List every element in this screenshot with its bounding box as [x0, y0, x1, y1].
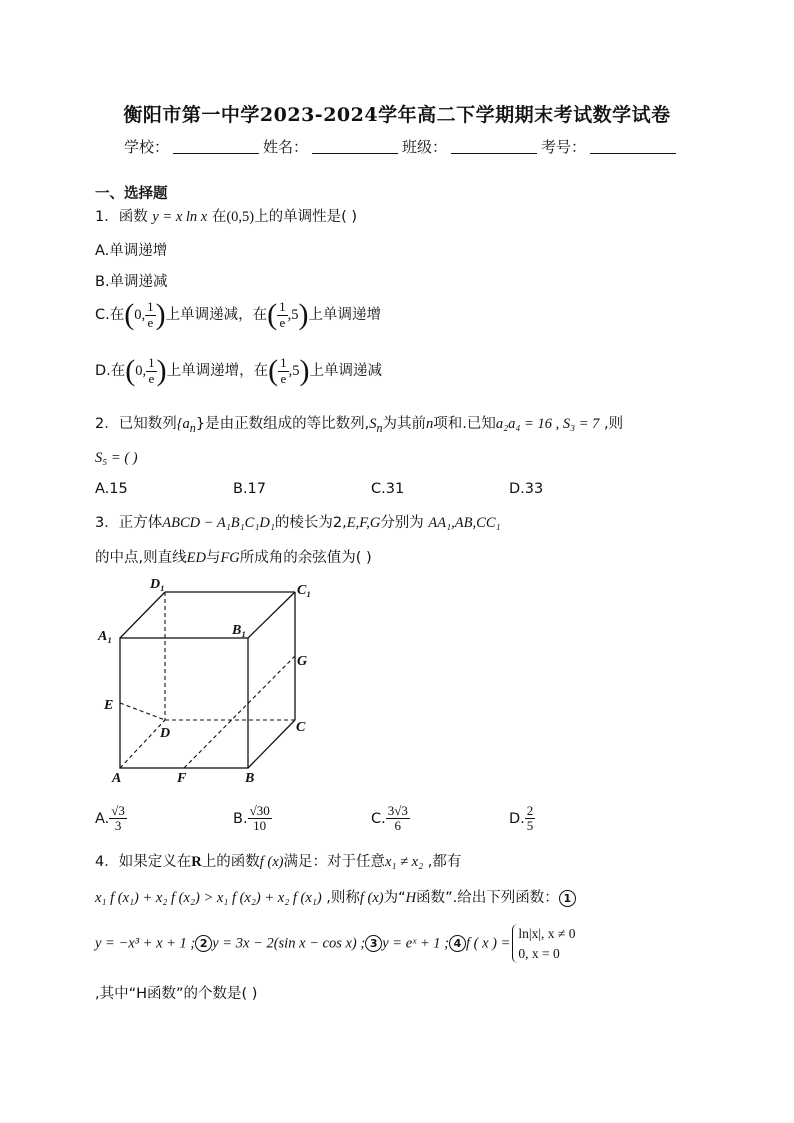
- frac-num: 1: [279, 299, 286, 315]
- edge-b1c1: [248, 592, 295, 638]
- q4-text2: 上的函数: [201, 854, 260, 870]
- q3-text1: 正方体: [118, 515, 163, 531]
- segment-fg: [184, 656, 295, 768]
- q1-option-d: D.在(0, $\frac{1}{e}$ )上单调递增，在( $\frac{1}{e}$ ,5)上单调递减: [95, 354, 383, 387]
- q1-text-suffix: 上的单调性是( ): [254, 209, 358, 225]
- label-b: B: [245, 771, 255, 786]
- q1-c-end: 上单调递增: [308, 307, 381, 323]
- q4-f1: y = −x³ + x + 1 ;: [95, 935, 196, 952]
- opt-c-frac: [386, 804, 410, 834]
- opt-a-num: √3: [111, 803, 125, 818]
- frac-den: e: [280, 370, 287, 386]
- q1-number: 1．: [95, 209, 119, 225]
- segment-ed: [120, 703, 165, 720]
- opt-d-num: 2: [526, 803, 534, 818]
- q2-number: 2．: [95, 416, 119, 432]
- circle-2: 2: [195, 935, 212, 952]
- q4-text7: 函数”.给出下列函数：: [416, 890, 559, 906]
- q1-c-interval2-right: ,5: [287, 307, 299, 323]
- edge-ad-hidden: [120, 720, 165, 768]
- q1-c-label: C.在: [95, 307, 125, 323]
- q2-text3: 为其前: [382, 416, 426, 432]
- q4-last-line: ,其中“H函数”的个数是( ): [95, 986, 258, 1002]
- sn-sub: n: [376, 420, 383, 435]
- label-d1: D₁: [150, 577, 165, 592]
- q1-interval: (0,5): [226, 209, 255, 225]
- q3-fg: FG: [220, 550, 240, 566]
- q1-d-mid: 上单调递增，在: [166, 363, 269, 379]
- edge-bc: [248, 720, 295, 768]
- q4-text5: ,则称: [321, 890, 360, 906]
- circle-3: 3: [365, 935, 382, 952]
- frac-num: 1: [148, 355, 155, 371]
- opt-b-frac: [248, 804, 272, 834]
- q3-number: 3．: [95, 515, 119, 531]
- q3-cube: ABCD − A₁B₁C₁D₁: [162, 515, 275, 531]
- seq-sub: n: [189, 420, 196, 435]
- cases: [512, 924, 575, 963]
- frac-num: 1: [280, 355, 287, 371]
- q4-f4-lhs: f ( x ) =: [465, 935, 511, 952]
- q3-option-d: [509, 804, 535, 834]
- circle-1: 1: [559, 890, 576, 907]
- q3-points: E,F,G: [346, 515, 381, 531]
- frac-den: e: [148, 370, 155, 386]
- opt-c-den: 6: [394, 818, 402, 834]
- opt-b-num: √30: [249, 803, 270, 818]
- q4-f4-cases: [510, 924, 575, 963]
- cube-front-face: [120, 638, 248, 768]
- q2-option-a: A.15: [95, 481, 128, 497]
- q4-text3: 满足：对于任意: [283, 854, 385, 870]
- opt-d-label: D.: [509, 810, 525, 827]
- opt-d-den: 5: [526, 818, 534, 834]
- q1-text-prefix: 函数: [118, 209, 148, 225]
- q4-f3: y = eˣ + 1 ;: [382, 935, 449, 952]
- q2-text4: 项和.已知: [433, 416, 496, 432]
- exam-number-label: 考号：: [541, 138, 587, 156]
- q2-condition: a₂a₄ = 16 , S₃ = 7: [495, 416, 600, 432]
- section-title: 一、选择题: [95, 186, 168, 202]
- q4-text1: 如果定义在: [118, 854, 192, 870]
- circle-4: 4: [449, 935, 466, 952]
- label-b1: B₁: [232, 623, 247, 638]
- q4-r: R: [191, 854, 202, 870]
- q1-d-end: 上单调递减: [309, 363, 383, 379]
- school-label: 学校：: [124, 138, 170, 156]
- q1-c-interval1-left: 0,: [134, 307, 146, 323]
- q4-condition: x₁ ≠ x₂: [384, 854, 424, 870]
- label-a1: A₁: [98, 629, 113, 644]
- q4-inequality: x₁ f (x₁) + x₂ f (x₂) > x₁ f (x₂) + x₂ f (x₁): [95, 890, 322, 906]
- opt-b-label: B.: [233, 810, 248, 827]
- label-c1: C₁: [297, 583, 312, 598]
- frac-den: e: [279, 314, 286, 330]
- q1-d-interval2-right: ,5: [288, 363, 300, 379]
- q1-option-a: A.单调递增: [95, 243, 168, 259]
- opt-b-den: 10: [253, 818, 267, 834]
- q4-text4: ,都有: [423, 854, 462, 870]
- q2-option-c: C.31: [371, 481, 405, 497]
- frac-den: e: [147, 314, 154, 330]
- q3-option-b: [233, 804, 272, 834]
- q4-h: H: [405, 890, 417, 906]
- q3-options: [95, 800, 715, 840]
- q4-fx: f (x): [259, 854, 284, 870]
- label-d: D: [160, 726, 171, 741]
- opt-c-num: 3√3: [387, 803, 408, 818]
- q1-function: y = x ln x: [152, 209, 208, 225]
- name-label: 姓名：: [263, 138, 309, 156]
- q2-text2: }是由正数组成的等比数列,: [195, 416, 370, 432]
- seq-symbol: {a: [176, 416, 190, 432]
- case-2: 0, x = 0: [518, 945, 560, 961]
- q4-text6: 为“: [383, 890, 406, 906]
- q2-option-d: D.33: [509, 481, 544, 497]
- q3-text2: 的棱长为2,: [274, 515, 347, 531]
- q1-text-mid: 在: [211, 209, 227, 225]
- q3-line2-b: 与: [205, 550, 221, 566]
- q1-c-mid: 上单调递减，在: [165, 307, 268, 323]
- q2-text5: ,则: [599, 416, 624, 432]
- label-a: A: [112, 771, 122, 786]
- q3-line2-c: 所成角的余弦值为( ): [239, 550, 372, 566]
- q3-edges: AA₁,AB,CC₁: [428, 515, 501, 531]
- q4-line2: [95, 886, 576, 907]
- edge-a1d1: [120, 592, 165, 638]
- q1-d-label: D.在: [95, 363, 126, 379]
- label-c: C: [296, 720, 306, 735]
- q3-option-a: [95, 804, 127, 834]
- opt-a-frac: [109, 804, 127, 834]
- q2-line2: S₅ = ( ): [95, 450, 138, 466]
- q1-option-c: C.在(0, $\frac{1}{e}$ )上单调递减，在( $\frac{1}{e}$ ,5)上单调递增: [95, 298, 381, 331]
- q2-text1: 已知数列: [118, 416, 177, 432]
- q1-d-interval1-left: 0,: [135, 363, 147, 379]
- q3-ed: ED: [186, 550, 206, 566]
- q3-option-c: [371, 804, 410, 834]
- q3-line2-a: 的中点,则直线: [95, 550, 187, 566]
- opt-c-label: C.: [371, 810, 386, 827]
- label-f: F: [177, 771, 187, 786]
- q3-text3: 分别为: [380, 515, 424, 531]
- class-label: 班级：: [402, 138, 448, 156]
- exam-title: 衡阳市第一中学2023-2024学年高二下学期期末考试数学试卷: [123, 104, 671, 126]
- q2-n: n: [425, 416, 434, 432]
- opt-d-frac: [525, 804, 536, 834]
- q1-option-b: B.单调递减: [95, 274, 168, 290]
- opt-a-label: A.: [95, 810, 110, 827]
- q4-fx-2: f (x): [359, 890, 384, 906]
- q4-stem: [95, 850, 461, 871]
- label-e: E: [104, 698, 114, 713]
- q2-option-b: B.17: [233, 481, 267, 497]
- label-g: G: [297, 654, 308, 669]
- sn-symbol: S: [369, 416, 377, 432]
- case-1: ln|x|, x ≠ 0: [518, 926, 576, 941]
- q4-number: 4．: [95, 854, 119, 870]
- opt-a-den: 3: [114, 818, 122, 834]
- frac-num: 1: [147, 299, 154, 315]
- q4-f2: y = 3x − 2(sin x − cos x) ;: [212, 935, 366, 952]
- q4-functions-line: [95, 924, 575, 963]
